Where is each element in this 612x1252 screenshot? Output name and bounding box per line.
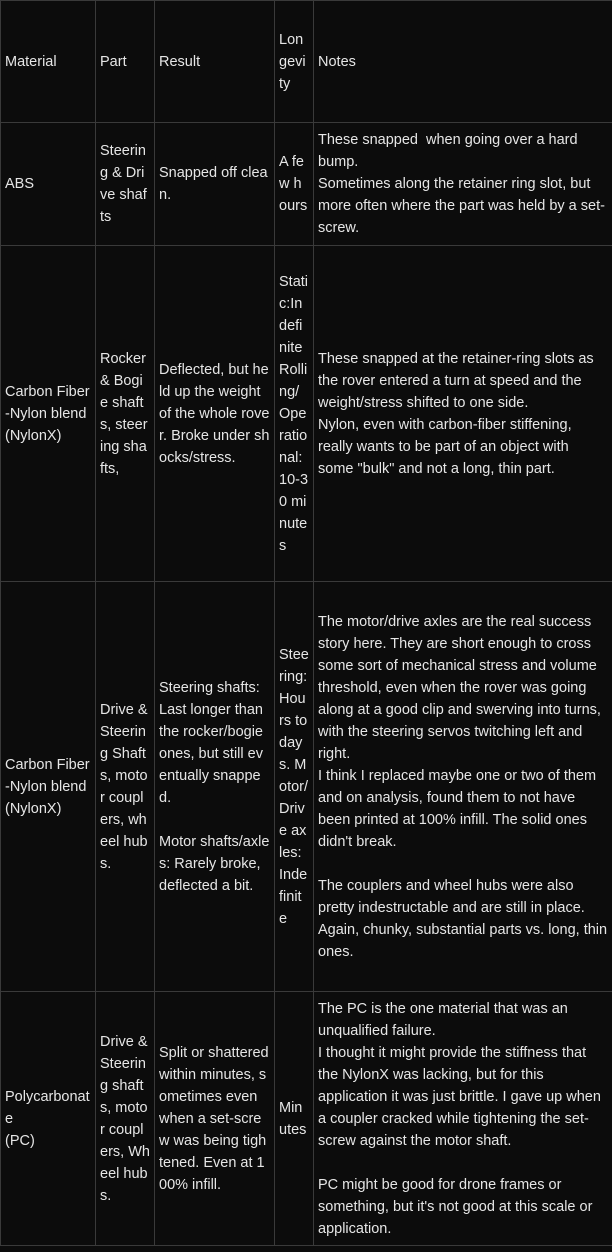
cell-notes xyxy=(314,123,612,246)
table-row xyxy=(1,582,612,992)
note-line: These snapped at the retainer-ring slots as the rover entered a turn at speed and the weight/stress shifted to one side. xyxy=(318,350,598,411)
cell-part: Rocker & Bogie shafts, steering shafts, xyxy=(96,246,155,582)
note-line: Nylon, even with carbon-fiber stiffening, really wants to be part of an object with some "bulk" and not a long, thin part. xyxy=(318,416,576,477)
cell-material: Carbon Fiber-Nylon blend(NylonX) xyxy=(1,582,96,992)
header-part: Part xyxy=(96,1,155,123)
paragraph-spacer xyxy=(159,809,270,831)
note-line: I thought it might provide the stiffness that the NylonX was lacking, but for this application it was just brittle. I gave up when a coupler cracked while tightening the set-screw against the motor shaft. xyxy=(318,1044,605,1149)
table-header-row xyxy=(1,1,612,123)
cell-result: Deflected, but held up the weight of the whole rover. Broke under shocks/stress. xyxy=(155,246,275,582)
note-line: Sometimes along the retainer ring slot, but more often where the part was held by a set-screw. xyxy=(318,176,605,236)
cell-longevity: Minutes xyxy=(275,992,314,1246)
note-line: Again, chunky, substantial parts vs. long, thin ones. xyxy=(318,921,612,960)
cell-result xyxy=(155,582,275,992)
table-row xyxy=(1,123,612,246)
cell-part: Drive & Steering Shafts, motor couplers, wheel hubs. xyxy=(96,582,155,992)
cell-result: Snapped off clean. xyxy=(155,123,275,246)
note-line: PC might be good for drone frames or something, but it's not good at this scale or application. xyxy=(318,1176,597,1237)
header-material: Material xyxy=(1,1,96,123)
header-longevity: Longevity xyxy=(275,1,314,123)
cell-part: Drive & Steering shafts, motor couplers, Wheel hubs. xyxy=(96,992,155,1246)
cell-longevity: Steering: Hours to days. Motor/Drive axles: Indefinite xyxy=(275,582,314,992)
result-line: Motor shafts/axles: Rarely broke, deflected a bit. xyxy=(159,833,270,894)
paragraph-spacer xyxy=(318,853,608,875)
cell-notes xyxy=(314,246,612,582)
header-notes: Notes xyxy=(314,1,612,123)
cell-material: Carbon Fiber-Nylon blend(NylonX) xyxy=(1,246,96,582)
table-row xyxy=(1,992,612,1246)
cell-part: Steering & Drive shafts xyxy=(96,123,155,246)
material-line: Polycarbonate xyxy=(5,1088,90,1127)
cell-longevity: A few hours xyxy=(275,123,314,246)
cell-longevity: Static:Indefinite Rolling/Operational: 10-30 minutes xyxy=(275,246,314,582)
note-line: The couplers and wheel hubs were also pretty indestructable and are still in place. xyxy=(318,877,585,916)
cell-notes xyxy=(314,582,612,992)
table-row xyxy=(1,246,612,582)
header-result: Result xyxy=(155,1,275,123)
note-line: The PC is the one material that was an unqualified failure. xyxy=(318,1000,572,1039)
cell-material xyxy=(1,992,96,1246)
cell-material: ABS xyxy=(1,123,96,246)
paragraph-spacer xyxy=(318,1152,608,1174)
cell-result: Split or shattered within minutes, sometimes even when a set-screw was being tightened. Even at 100% infill. xyxy=(155,992,275,1246)
note-line: The motor/drive axles are the real success story here. They are short enough to cross some sort of mechanical stress and volume threshold, even when the rover was going along at a good clip and swerving into turns, with the steering servos twitching left and right. xyxy=(318,613,605,762)
note-line: These snapped when going over a hard bump. xyxy=(318,132,582,170)
result-line: Steering shafts: Last longer than the rocker/bogie ones, but still eventually snapped. xyxy=(159,679,268,806)
cell-notes xyxy=(314,992,612,1246)
note-line: I think I replaced maybe one or two of them and on analysis, found them to not have been printed at 100% infill. The solid ones didn't break. xyxy=(318,767,601,850)
material-line: (PC) xyxy=(5,1132,35,1149)
